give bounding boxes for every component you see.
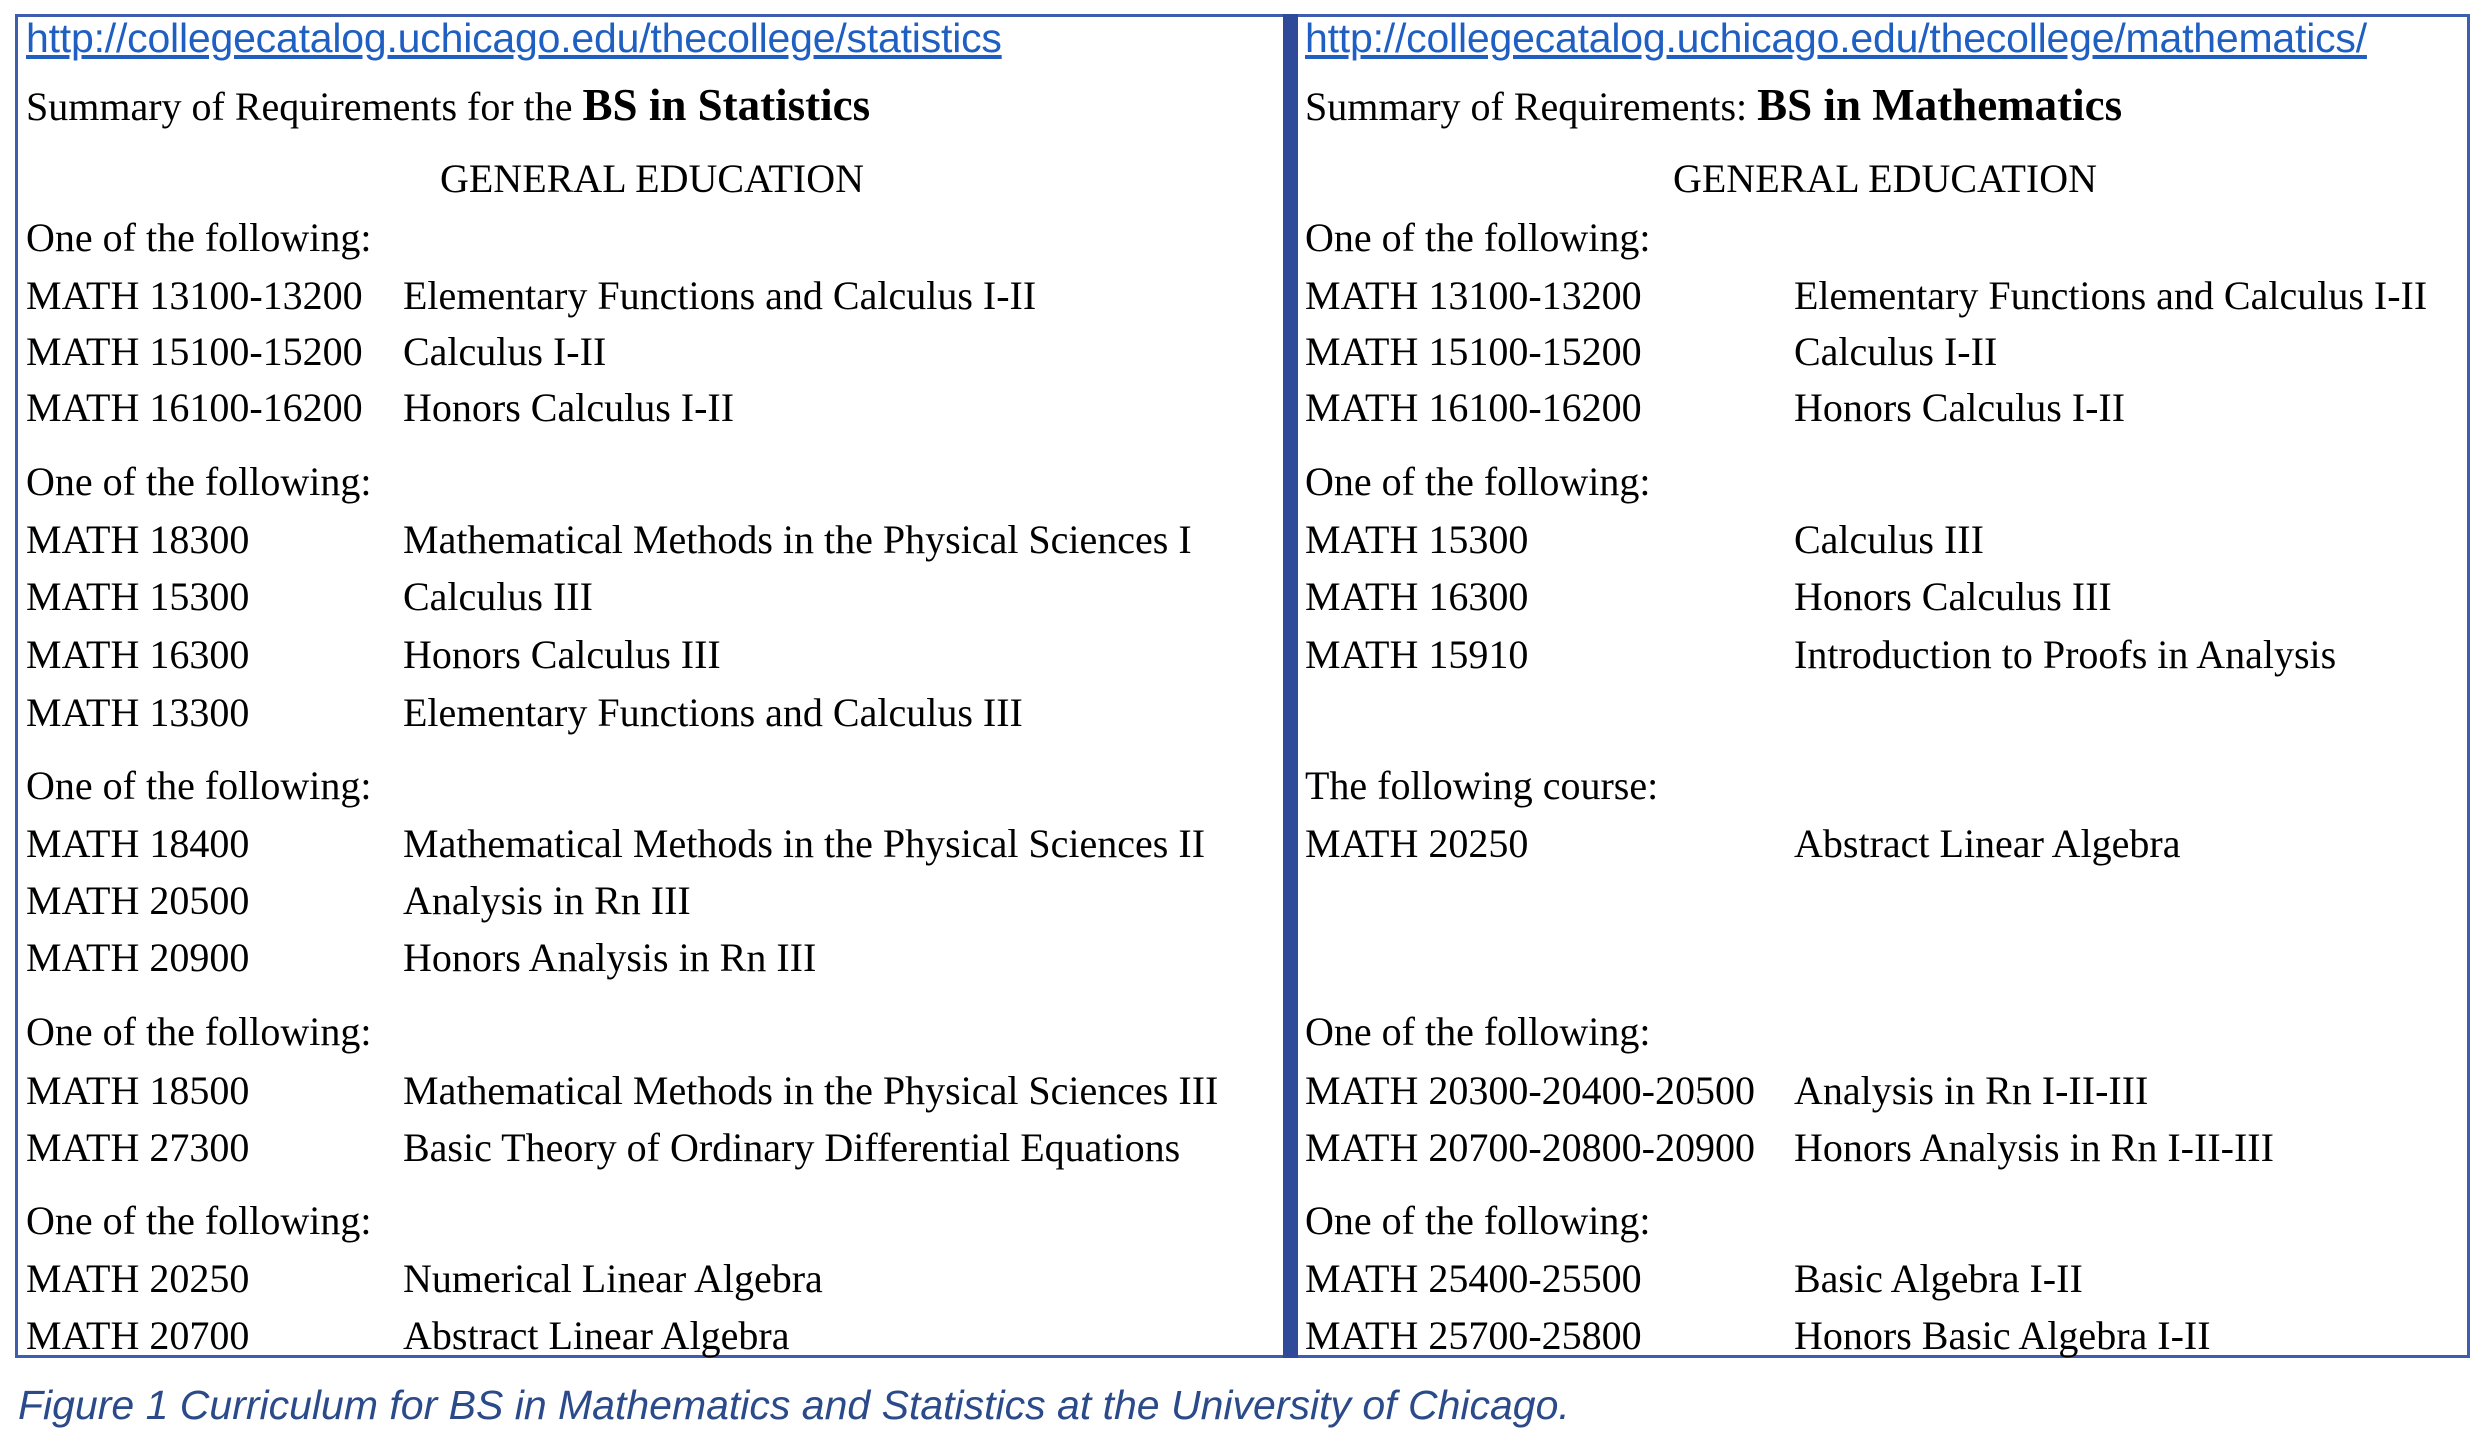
course-title: Abstract Linear Algebra	[403, 1313, 790, 1358]
course-title: Abstract Linear Algebra	[1794, 821, 2181, 866]
mathematics-catalog-link[interactable]: http://collegecatalog.uchicago.edu/thecollege/mathematics/	[1305, 15, 2367, 61]
course-title: Elementary Functions and Calculus I-II	[1794, 273, 2428, 318]
course-code: MATH 15100-15200	[26, 329, 363, 374]
group-heading: One of the following:	[1305, 459, 1651, 504]
course-code: MATH 13300	[26, 690, 250, 735]
course-title: Honors Calculus III	[1794, 574, 2112, 619]
summary-prefix: Summary of Requirements:	[1305, 84, 1758, 129]
course-title: Honors Analysis in Rn I-II-III	[1794, 1125, 2274, 1170]
course-code: MATH 18500	[26, 1068, 250, 1113]
figure-caption: Figure 1 Curriculum for BS in Mathematics and Statistics at the University of Chicago.	[18, 1382, 1570, 1428]
course-title: Calculus I-II	[1794, 329, 1998, 374]
course-title: Calculus III	[403, 574, 593, 619]
course-code: MATH 20700-20800-20900	[1305, 1125, 1755, 1170]
course-code: MATH 20500	[26, 878, 250, 923]
mathematics-column	[1305, 14, 2465, 1358]
group-heading: One of the following:	[26, 1198, 372, 1243]
general-education-heading: GENERAL EDUCATION	[439, 156, 865, 201]
course-title: Honors Calculus I-II	[1794, 385, 2126, 430]
course-title: Mathematical Methods in the Physical Sciences II	[403, 821, 1206, 866]
course-code: MATH 16300	[26, 632, 250, 677]
course-code: MATH 20250	[1305, 821, 1529, 866]
course-title: Honors Analysis in Rn III	[403, 935, 817, 980]
summary-prefix: Summary of Requirements for the	[26, 84, 583, 129]
course-code: MATH 27300	[26, 1125, 250, 1170]
course-title: Honors Basic Algebra I-II	[1794, 1313, 2211, 1358]
course-code: MATH 16100-16200	[26, 385, 363, 430]
statistics-column	[26, 14, 1278, 1358]
group-heading: One of the following:	[1305, 1198, 1651, 1243]
course-title: Honors Calculus III	[403, 632, 721, 677]
course-title: Mathematical Methods in the Physical Sciences I	[403, 517, 1192, 562]
course-code: MATH 16100-16200	[1305, 385, 1642, 430]
course-code: MATH 13100-13200	[1305, 273, 1642, 318]
group-heading: One of the following:	[1305, 1009, 1651, 1054]
course-title: Numerical Linear Algebra	[403, 1256, 823, 1301]
course-code: MATH 15910	[1305, 632, 1529, 677]
group-heading: One of the following:	[26, 763, 372, 808]
course-title: Elementary Functions and Calculus III	[403, 690, 1023, 735]
course-code: MATH 16300	[1305, 574, 1529, 619]
course-code: MATH 13100-13200	[26, 273, 363, 318]
course-title: Honors Calculus I-II	[403, 385, 735, 430]
course-code: MATH 20900	[26, 935, 250, 980]
course-code: MATH 20700	[26, 1313, 250, 1358]
course-code: MATH 20300-20400-20500	[1305, 1068, 1755, 1113]
course-code: MATH 20250	[26, 1256, 250, 1301]
statistics-summary-heading	[26, 79, 870, 131]
course-title: Calculus I-II	[403, 329, 607, 374]
degree-name: BS in Mathematics	[1757, 80, 2123, 130]
course-title: Calculus III	[1794, 517, 1984, 562]
course-title: Basic Algebra I-II	[1794, 1256, 2083, 1301]
column-divider	[1283, 14, 1298, 1358]
course-code: MATH 15300	[26, 574, 250, 619]
course-title: Mathematical Methods in the Physical Sciences III	[403, 1068, 1219, 1113]
course-title: Introduction to Proofs in Analysis	[1794, 632, 2337, 677]
group-heading: The following course:	[1305, 763, 1659, 808]
statistics-catalog-link[interactable]: http://collegecatalog.uchicago.edu/thecollege/statistics	[26, 15, 1002, 61]
degree-name: BS in Statistics	[582, 80, 871, 130]
course-title: Elementary Functions and Calculus I-II	[403, 273, 1037, 318]
group-heading: One of the following:	[26, 459, 372, 504]
course-code: MATH 25400-25500	[1305, 1256, 1642, 1301]
course-code: MATH 15300	[1305, 517, 1529, 562]
course-title: Analysis in Rn I-II-III	[1794, 1068, 2149, 1113]
group-heading: One of the following:	[26, 215, 372, 260]
course-code: MATH 18400	[26, 821, 250, 866]
general-education-heading: GENERAL EDUCATION	[1672, 156, 2098, 201]
group-heading: One of the following:	[26, 1009, 372, 1054]
course-title: Analysis in Rn III	[403, 878, 691, 923]
mathematics-summary-heading	[1305, 79, 2122, 131]
course-code: MATH 25700-25800	[1305, 1313, 1642, 1358]
group-heading: One of the following:	[1305, 215, 1651, 260]
course-code: MATH 18300	[26, 517, 250, 562]
course-title: Basic Theory of Ordinary Differential Equations	[403, 1125, 1181, 1170]
course-code: MATH 15100-15200	[1305, 329, 1642, 374]
